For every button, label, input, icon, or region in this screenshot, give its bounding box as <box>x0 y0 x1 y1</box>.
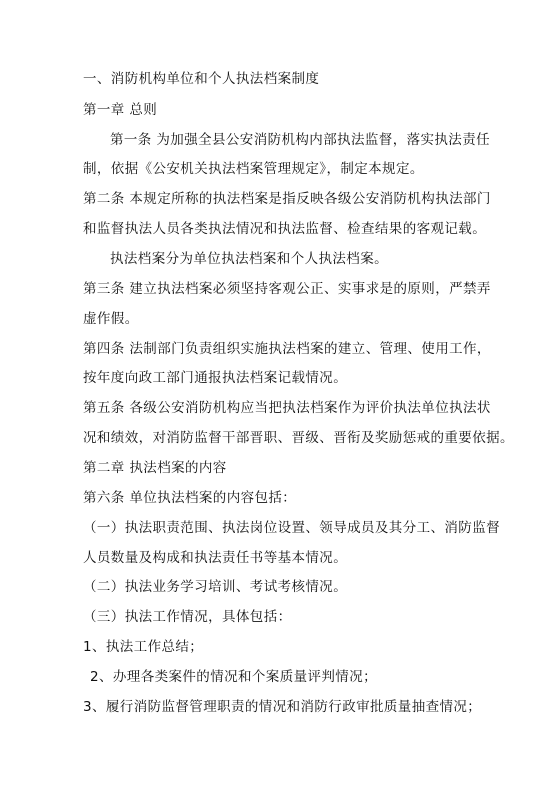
paragraph-line: 人员数量及构成和执法责任书等基本情况。 <box>83 550 348 566</box>
paragraph-line: 第五条 各级公安消防机构应当把执法档案作为评价执法单位执法状 <box>83 400 491 416</box>
paragraph-line: 按年度向政工部门通报执法档案记载情况。 <box>83 370 348 386</box>
paragraph-line: 和监督执法人员各类执法情况和执法监督、检查结果的客观记载。 <box>83 221 487 237</box>
section-heading: 一、消防机构单位和个人执法档案制度 <box>83 71 320 87</box>
paragraph-line: 况和绩效，对消防监督干部晋职、晋级、晋衔及奖励惩戒的重要依据。 <box>83 430 514 446</box>
paragraph-line: 制，依据《公安机关执法档案管理规定》，制定本规定。 <box>83 161 424 177</box>
paragraph-line: 执法档案分为单位执法档案和个人执法档案。 <box>110 251 388 267</box>
chapter-heading: 第一章 总则 <box>83 102 158 118</box>
paragraph-line: 第三条 建立执法档案必须坚持客观公正、实事求是的原则，严禁弄 <box>83 281 491 297</box>
chapter-heading: 第二章 执法档案的内容 <box>83 460 227 476</box>
list-item: 2、办理各类案件的情况和个案质量评判情况； <box>90 669 377 685</box>
paragraph-line: （一）执法职责范围、执法岗位设置、领导成员及其分工、消防监督 <box>83 520 500 536</box>
paragraph-line: （二）执法业务学习培训、考试考核情况。 <box>83 579 348 595</box>
list-item: 3、履行消防监督管理职责的情况和消防行政审批质量抽查情况； <box>83 699 482 715</box>
paragraph-line: 第一条 为加强全县公安消防机构内部执法监督，落实执法责任 <box>110 132 490 148</box>
paragraph-line: 第六条 单位执法档案的内容包括： <box>83 490 297 506</box>
paragraph-line: 第四条 法制部门负责组织实施执法档案的建立、管理、使用工作， <box>83 341 491 357</box>
paragraph-line: 虚作假。 <box>83 311 139 327</box>
paragraph-line: 第二条 本规定所称的执法档案是指反映各级公安消防机构执法部门 <box>83 191 491 207</box>
paragraph-line: （三）执法工作情况，具体包括： <box>83 609 292 625</box>
list-item: 1、执法工作总结； <box>83 639 204 655</box>
